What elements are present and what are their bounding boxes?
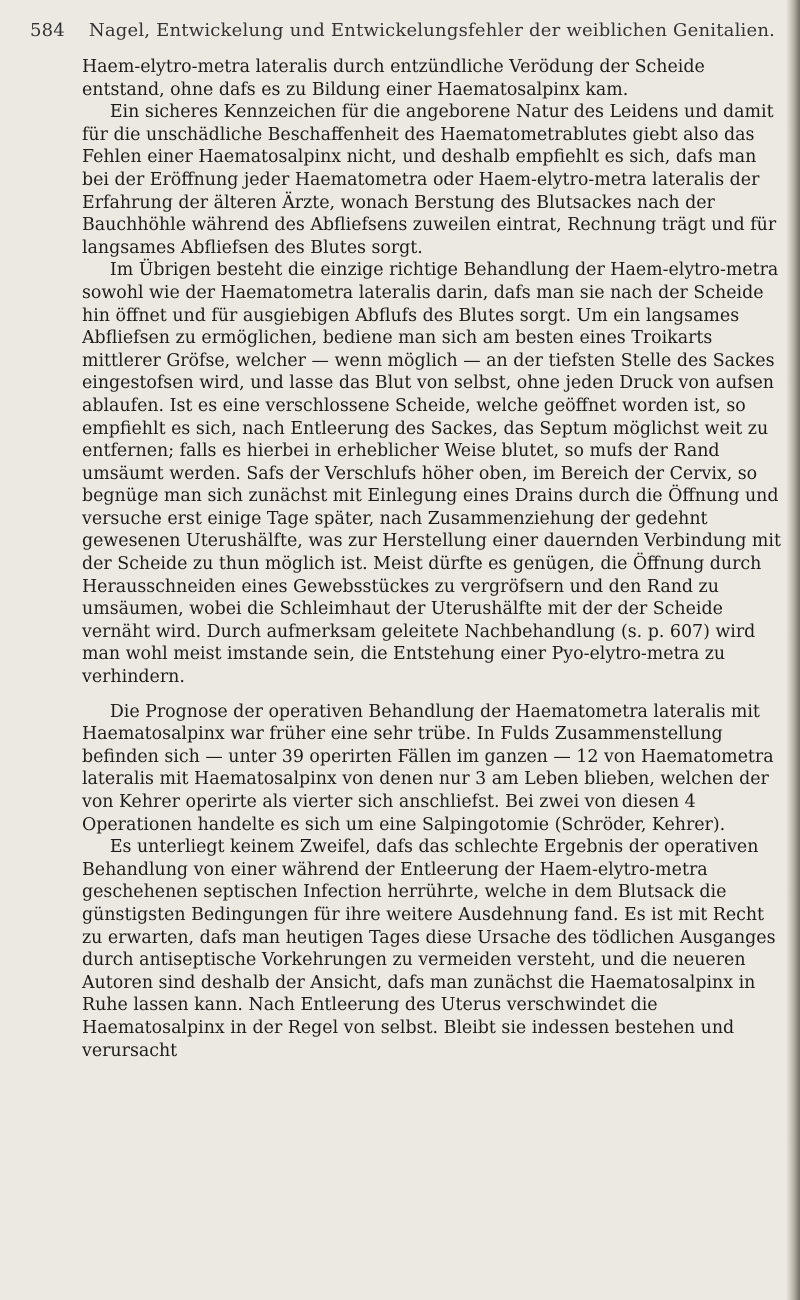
paragraph-ergebnis: Es unterliegt keinem Zweifel, dafs das schlechte Ergebnis der operativen Behandlung von einer während der Entleerung der Haem-elytro-metra geschehenen septischen Infection herrührte, welche in dem Blutsack die günstigsten Bedingungen für ihre weitere Ausdehnung fand. Es ist mit Recht zu erwarten, dafs man heutigen Tages diese Ursache des tödlichen Ausganges durch antiseptische Vorkehrungen zu vermeiden versteht, und die neueren Autoren sind deshalb der Ansicht, dafs man zunächst die Haematosalpinx in Ruhe lassen kann. Nach Entleerung des Uterus verschwindet die Haematosalpinx in der Regel von selbst. Bleibt sie indessen bestehen und verursacht: [82, 837, 776, 1061]
running-title: Nagel, Entwickelung und Entwickelungsfehler der weiblichen Genitalien.: [88, 20, 776, 41]
page-edge-shadow: [786, 0, 800, 1300]
paragraph-continuation: Haem-elytro-metra lateralis durch entzündliche Verödung der Scheide entstand, ohne dafs es zu Bildung einer Haematosalpinx kam.: [82, 57, 705, 100]
paragraph-kennzeichen: Ein sicheres Kennzeichen für die angeborene Natur des Leidens und damit für die unschädliche Beschaffenheit des Haematometrablutes giebt also das Fehlen einer Haematosalpinx nicht, und deshalb empfiehlt es sich, dafs man bei der Eröffnung jeder Haematometra oder Haem-elytro-metra lateralis der Erfahrung der älteren Ärzte, wonach Berstung des Blutsackes nach der Bauchhöhle während des Abfliefsens zuweilen eintrat, Rechnung trägt und für langsames Abfliefsen des Blutes sorgt.: [82, 102, 777, 258]
running-header: [30, 20, 790, 41]
paragraph-prognose: Die Prognose der operativen Behandlung der Haematometra lateralis mit Haematosalpinx war früher eine sehr trübe. In Fulds Zusammenstellung befinden sich — unter 39 operirten Fällen im ganzen — 12 von Haematometra lateralis mit Haematosalpinx von denen nur 3 am Leben blieben, welchen der von Kehrer operirte als vierter sich anschliefst. Bei zwei von diesen 4 Operationen handelte es sich um eine Salpingotomie (Schröder, Kehrer).: [82, 701, 774, 835]
paragraph-behandlung: Im Übrigen besteht die einzige richtige Behandlung der Haem-elytro-metra sowohl wie der Haematometra lateralis darin, dafs man sie nach der Scheide hin öffnet und für ausgiebigen Abflufs des Blutes sorgt. Um ein langsames Abfliefsen zu ermöglichen, bediene man sich am besten eines Troikarts mittlerer Gröfse, welcher — wenn möglich — an der tiefsten Stelle des Sackes eingestofsen wird, und lasse das Blut von selbst, ohne jeden Druck von aufsen ablaufen. Ist es eine verschlossene Scheide, welche geöffnet worden ist, so empfiehlt es sich, nach Entleerung des Sackes, das Septum möglichst weit zu entfernen; falls es hierbei in erheblicher Weise blutet, so mufs der Rand umsäumt werden. Safs der Verschlufs höher oben, im Bereich der Cervix, so begnüge man sich zunächst mit Einlegung eines Drains durch die Öffnung und versuche erst einige Tage später, nach Zusammenziehung der gedehnt gewesenen Uterushälfte, was zur Herstellung einer dauernden Verbindung mit der Scheide zu thun möglich ist. Meist dürfte es genügen, die Öffnung durch Herausschneiden eines Gewebsstückes zu vergröfsern und den Rand zu umsäumen, wobei die Schleimhaut der Uterushälfte mit der der Scheide vernäht wird. Durch aufmerksam geleitete Nachbehandlung (s. p. 607) wird man wohl meist imstande sein, die Entstehung einer Pyo-elytro-metra zu verhindern.: [82, 260, 781, 688]
body-text: [82, 56, 782, 1062]
page-number: 584: [30, 20, 65, 41]
